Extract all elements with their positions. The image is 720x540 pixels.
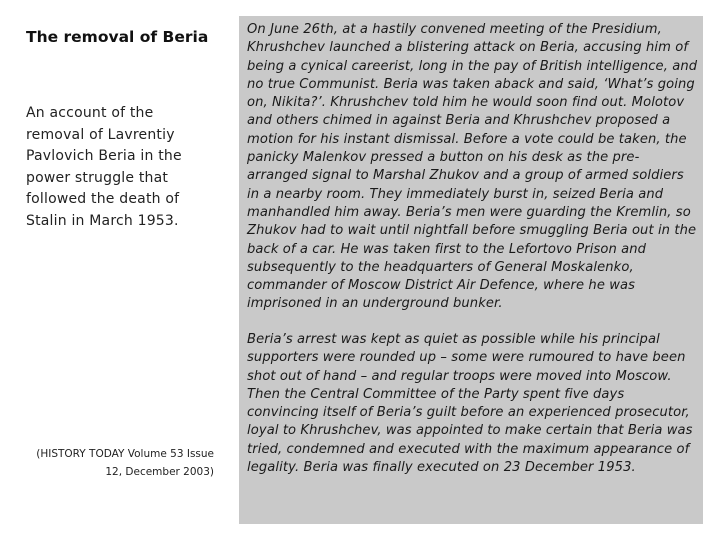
article-panel: [239, 16, 703, 524]
article-paragraph-1: On June 26th, at a hastily convened meeting of the Presidium, Khrushchev launched a blistering attack on Beria, accusing him of being a cynical careerist, long in the pay of British intelligence, and no true Communist. Beria was taken aback and said, ‘What’s going on, Nikita?’. Khrushchev told him he would soon find out. Molotov and others chimed in against Beria and Khrushchev proposed a motion for his instant dismissal. Before a vote could be taken, the panicky Malenkov pressed a button on his desk as the pre-arranged signal to Marshal Zhukov and a group of armed soldiers in a nearby room. They immediately burst in, seized Beria and manhandled him away. Beria’s men were guarding the Kremlin, so Zhukov had to wait until nightfall before smuggling Beria out in the back of a car. He was taken first to the Lefortovo Prison and subsequently to the headquarters of General Moskalenko, commander of Moscow District Air Defence, where he was imprisoned in an underground bunker.: [247, 22, 698, 312]
citation-text: (HISTORY TODAY Volume 53 Issue 12, December 2003): [36, 448, 214, 478]
summary-text: An account of the removal of Lavrentiy Pavlovich Beria in the power struggle that followed the death of Stalin in March 1953.: [26, 105, 182, 229]
page-title: The removal of Beria: [26, 28, 209, 46]
article-paragraph-2: Beria’s arrest was kept as quiet as possible while his principal supporters were rounded up – some were rumoured to have been shot out of hand – and regular troops were moved into Moscow. Then the Central Committee of the Party spent five days convincing itself of Beria’s guilt before an experienced prosecutor, loyal to Khrushchev, was appointed to make certain that Beria was tried, condemned and executed with the maximum appearance of legality. Beria was finally executed on 23 December 1953.: [247, 332, 693, 476]
